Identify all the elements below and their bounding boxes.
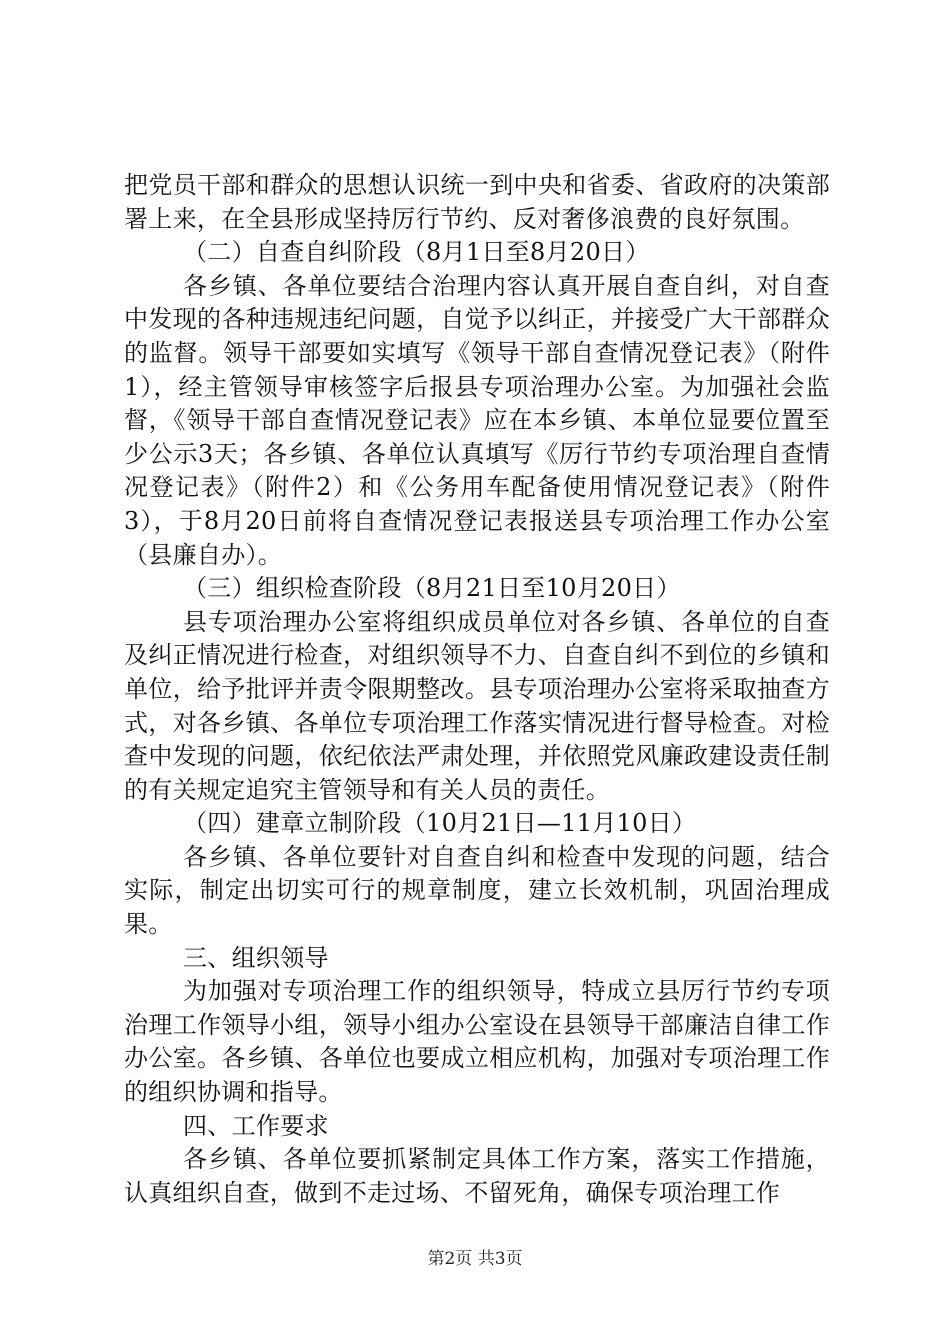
section-heading-requirements: 四、工作要求 xyxy=(183,1111,329,1140)
paragraph-continuation: 把党员干部和群众的思想认识统一到中央和省委、省政府的决策部署上来，在全县形成坚持厉行节约、反对奢侈浪费的良好氛围。 xyxy=(124,171,830,233)
paragraph-regulation: 各乡镇、各单位要针对自查自纠和检查中发现的问题，结合实际，制定出切实可行的规章制度，建立长效机制，巩固治理成果。 xyxy=(124,842,830,939)
document-body xyxy=(124,169,830,1210)
paragraph-inspection: 县专项治理办公室将组织成员单位对各乡镇、各单位的自查及纠正情况进行检查，对组织领导不力、自查自纠不到位的乡镇和单位，给予批评并责令限期整改。县专项治理办公室将采取抽查方式，对各乡镇、各单位专项治理工作落实情况进行督导检查。对检查中发现的问题，依纪依法严肃处理，并依照党风廉政建设责任制的有关规定追究主管领导和有关人员的责任。 xyxy=(124,607,830,804)
section-heading-leadership: 三、组织领导 xyxy=(183,943,329,972)
paragraph-self-check: 各乡镇、各单位要结合治理内容认真开展自查自纠，对自查中发现的各种违规违纪问题，自觉予以纠正，并接受广大干部群众的监督。领导干部要如实填写《领导干部自查情况登记表》（附件1），经主管领导审核签字后报县专项治理办公室。为加强社会监督，《领导干部自查情况登记表》应在本乡镇、本单位显要位置至少公示3天；各乡镇、各单位认真填写《厉行节约专项治理自查情况登记表》（附件2）和《公务用车配备使用情况登记表》（附件3），于8月20日前将自查情况登记表报送县专项治理工作办公室（县廉自办）。 xyxy=(124,271,830,569)
section-heading-regulation: （四）建章立制阶段（10月21日—11月10日） xyxy=(183,809,697,838)
paragraph-leadership: 为加强对专项治理工作的组织领导，特成立县厉行节约专项治理工作领导小组，领导小组办公室设在县领导干部廉洁自律工作办公室。各乡镇、各单位也要成立相应机构，加强对专项治理工作的组织协调和指导。 xyxy=(124,977,830,1107)
section-heading-self-check: （二）自查自纠阶段（8月1日至8月20日） xyxy=(183,238,650,267)
page-number-footer: 第2页 共3页 xyxy=(427,1249,523,1269)
section-heading-inspection: （三）组织检查阶段（8月21日至10月20日） xyxy=(183,574,681,603)
paragraph-requirements: 各乡镇、各单位要抓紧制定具体工作方案，落实工作措施，认真组织自查，做到不走过场、不留死角，确保专项治理工作 xyxy=(124,1145,830,1207)
